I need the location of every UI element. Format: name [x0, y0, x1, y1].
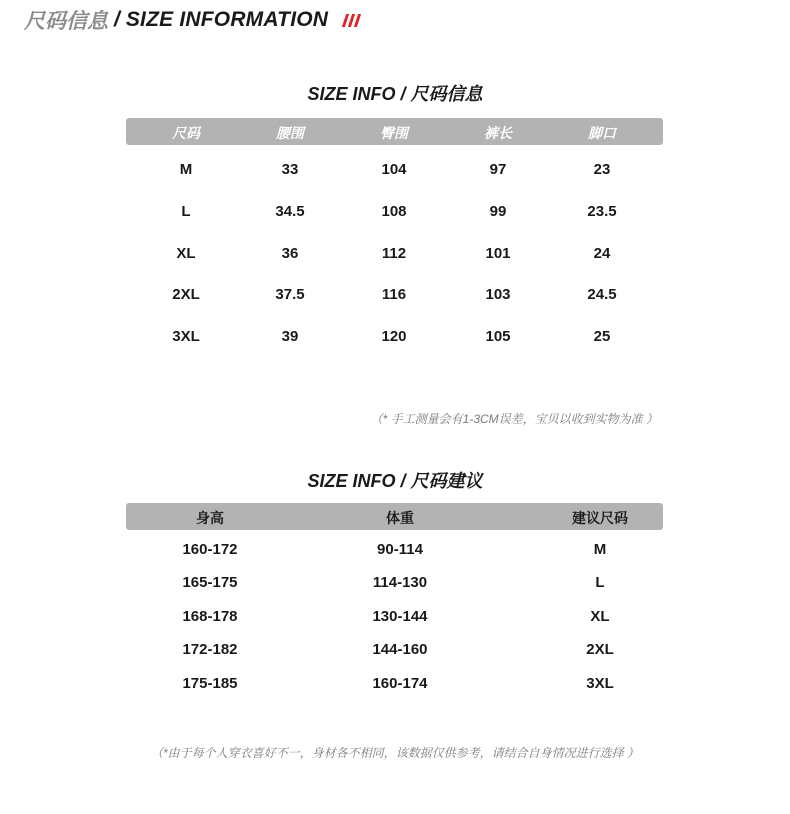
table-cell: 104 — [381, 161, 407, 178]
waist-col-header: 腰围 — [276, 125, 304, 141]
table-cell: XL — [590, 608, 610, 625]
page-header — [24, 6, 359, 34]
header-separator: / — [114, 8, 120, 31]
table-cell: 112 — [381, 245, 407, 262]
table-cell: 144-160 — [372, 641, 428, 658]
table-cell: 105 — [485, 328, 511, 345]
table-cell: 23 — [593, 161, 611, 178]
hip-col-header: 臀围 — [380, 125, 408, 141]
header-title-cn: 尺码信息 — [24, 10, 108, 33]
header-title-en: SIZE INFORMATION — [125, 8, 329, 31]
height-col-header: 身高 — [196, 510, 224, 526]
table-cell: 36 — [281, 245, 299, 262]
recommended-size-col-header: 建议尺码 — [572, 510, 628, 526]
table-cell: 103 — [485, 286, 511, 303]
table-cell: 25 — [593, 328, 611, 345]
size-col-header: 尺码 — [172, 125, 200, 141]
table-cell: M — [179, 161, 193, 178]
table-cell: 120 — [381, 328, 407, 345]
length-col-header: 裤长 — [484, 125, 512, 141]
table-cell: L — [595, 574, 605, 591]
table-cell: 172-182 — [182, 641, 238, 658]
measurement-note: （* 手工测量会有1-3CM误差，宝贝以收到实物为准 ） — [370, 412, 658, 426]
table-cell: 165-175 — [182, 574, 238, 591]
table-cell: L — [181, 203, 191, 220]
size-table-title: SIZE INFO / 尺码信息 — [307, 84, 483, 104]
table-cell: 101 — [485, 245, 511, 262]
table-cell: 108 — [381, 203, 407, 220]
table-cell: 116 — [381, 286, 407, 303]
accent-stripes-icon — [342, 14, 361, 27]
table-cell: 175-185 — [182, 675, 238, 692]
table-cell: 2XL — [586, 641, 614, 658]
hem-col-header: 脚口 — [588, 125, 616, 141]
table-cell: 168-178 — [182, 608, 238, 625]
table-cell: 24 — [593, 245, 611, 262]
table-cell: 130-144 — [372, 608, 428, 625]
table-cell: 34.5 — [275, 203, 305, 220]
table-cell: 3XL — [172, 328, 200, 345]
table-cell: 97 — [489, 161, 507, 178]
weight-col-header: 体重 — [386, 510, 414, 526]
table-cell: M — [593, 541, 607, 558]
table-cell: 114-130 — [372, 574, 428, 591]
table-cell: 37.5 — [275, 286, 305, 303]
table-cell: 160-174 — [372, 675, 428, 692]
table-cell: 24.5 — [587, 286, 617, 303]
recommend-table-title: SIZE INFO / 尺码建议 — [307, 471, 483, 491]
table-cell: 3XL — [586, 675, 614, 692]
table-cell: XL — [176, 245, 196, 262]
table-cell: 33 — [281, 161, 299, 178]
table-cell: 99 — [489, 203, 507, 220]
table-cell: 23.5 — [587, 203, 617, 220]
table-cell: 90-114 — [377, 541, 423, 558]
table-cell: 2XL — [172, 286, 200, 303]
table-cell: 160-172 — [182, 541, 238, 558]
recommendation-note: （*由于每个人穿衣喜好不一，身材各不相同，该数据仅供参考，请结合自身情况进行选择 ） — [150, 746, 639, 760]
table-cell: 39 — [281, 328, 299, 345]
